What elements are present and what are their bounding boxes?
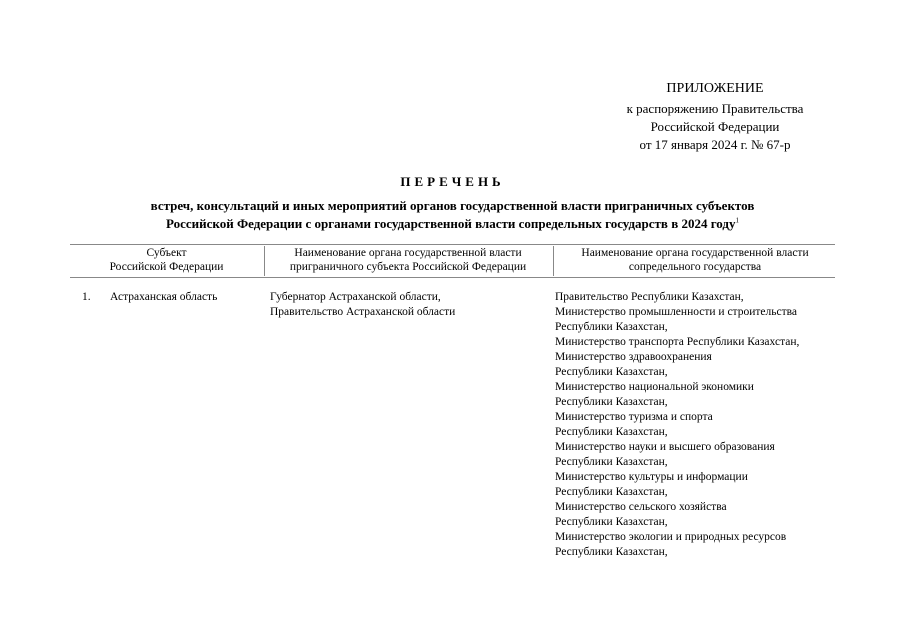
agency-line: Министерство транспорта Республики Казахстан, xyxy=(555,336,800,348)
row-subject: Астраханская область xyxy=(110,291,218,303)
subtitle-line-2: Российской Федерации с органами государственной власти сопредельных государств в 2024 году xyxy=(165,216,736,231)
subtitle-line-1: встреч, консультаций и иных мероприятий органов государственной власти приграничных субъектов xyxy=(150,198,755,213)
agency-line: Республики Казахстан, xyxy=(555,396,668,408)
header-text: Российской Федерации xyxy=(109,261,224,273)
annex-heading: ПРИЛОЖЕНИЕ xyxy=(666,81,764,96)
agency-line: Республики Казахстан, xyxy=(555,456,668,468)
agency-line: Правительство Республики Казахстан, xyxy=(555,291,744,303)
header-text: Субъект xyxy=(146,247,187,259)
header-russian-agency xyxy=(264,246,551,276)
agency-line: Министерство науки и высшего образования xyxy=(555,441,775,453)
agency-line: Министерство туризма и спорта xyxy=(555,411,713,423)
agency-line: Министерство культуры и информации xyxy=(555,471,748,483)
row-foreign-agencies xyxy=(555,290,845,560)
annex-line: к распоряжению Правительства xyxy=(626,101,804,116)
annex-block xyxy=(540,80,890,154)
row-russian-agencies xyxy=(270,290,540,320)
agency-line: Министерство национальной экономики xyxy=(555,381,754,393)
agency-line: Республики Казахстан, xyxy=(555,321,668,333)
row-number: 1. xyxy=(82,291,91,303)
annex-line: Российской Федерации xyxy=(650,119,780,134)
header-foreign-agency xyxy=(553,246,836,276)
table-header xyxy=(70,244,835,278)
header-text: Наименование органа государственной власти xyxy=(581,247,809,259)
agency-line: Губернатор Астраханской области, xyxy=(270,291,441,303)
agency-line: Республики Казахстан, xyxy=(555,486,668,498)
header-subject xyxy=(70,246,263,274)
document-title: ПЕРЕЧЕНЬ xyxy=(400,174,505,189)
annex-line: от 17 января 2024 г. № 67-р xyxy=(639,137,791,152)
header-text: сопредельного государства xyxy=(628,261,762,273)
agency-line: Республики Казахстан, xyxy=(555,516,668,528)
agency-line: Министерство здравоохранения xyxy=(555,351,712,363)
agency-line: Республики Казахстан, xyxy=(555,426,668,438)
agency-line: Министерство промышленности и строительства xyxy=(555,306,797,318)
agency-line: Министерство сельского хозяйства xyxy=(555,501,727,513)
agency-line: Республики Казахстан, xyxy=(555,546,668,558)
agency-line: Правительство Астраханской области xyxy=(270,306,456,318)
header-text: приграничного субъекта Российской Федерации xyxy=(289,261,527,273)
header-text: Наименование органа государственной власти xyxy=(294,247,522,259)
footnote-mark: 1 xyxy=(735,216,740,225)
agency-line: Министерство экологии и природных ресурсов xyxy=(555,531,787,543)
document-subtitle xyxy=(60,197,845,233)
agency-line: Республики Казахстан, xyxy=(555,366,668,378)
